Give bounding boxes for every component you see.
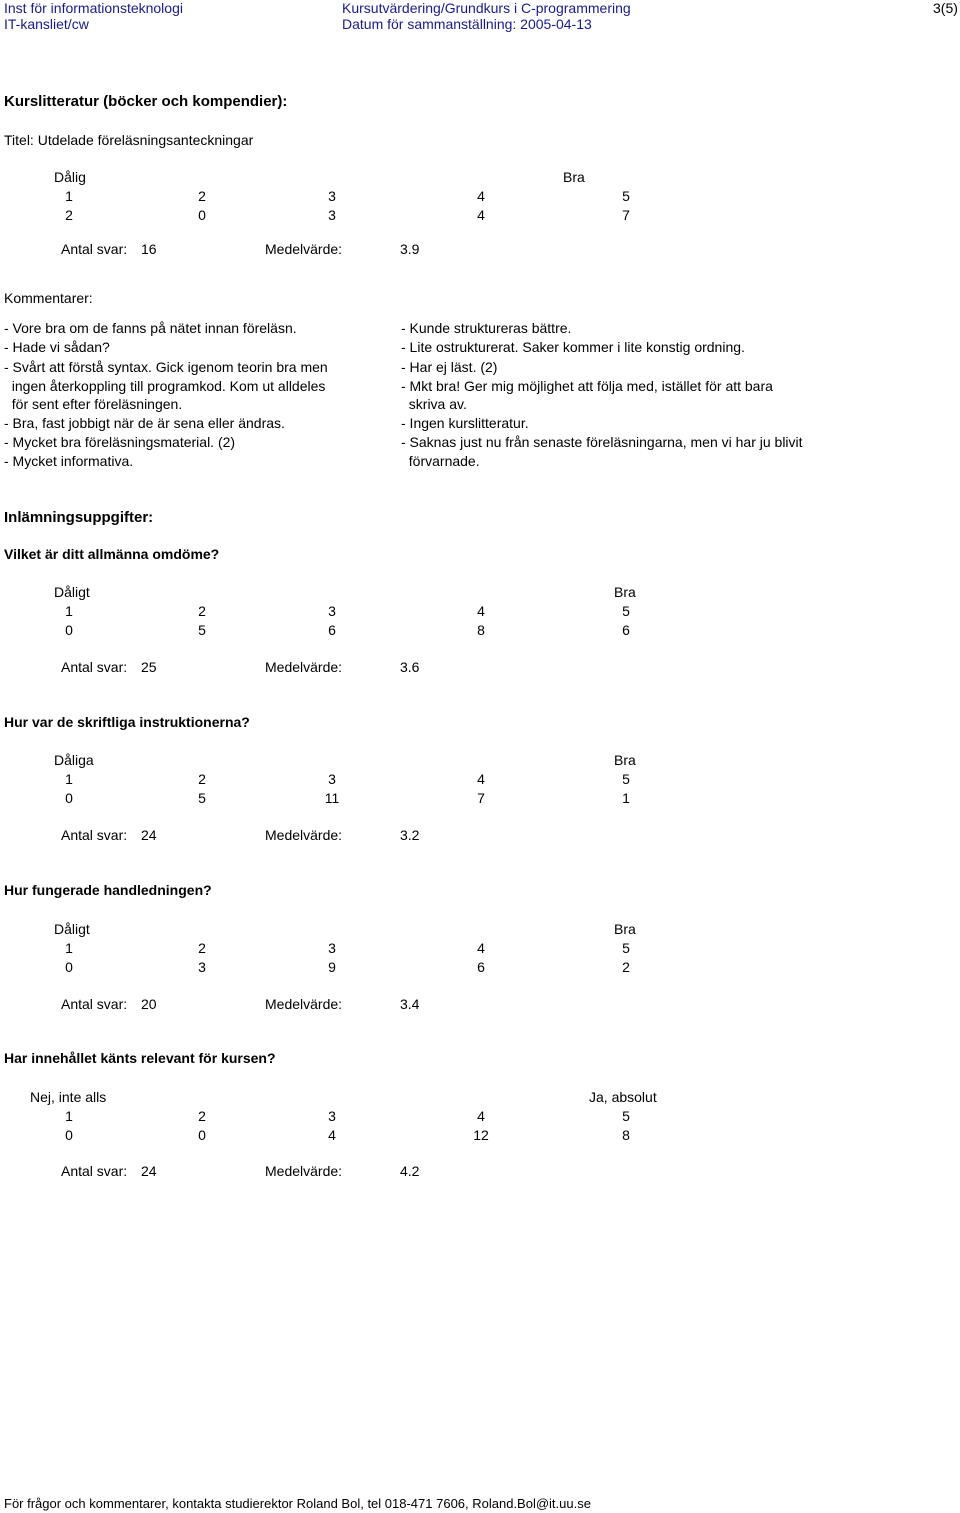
comment-line: skriva av. [401, 396, 467, 412]
count-value: 12 [473, 1127, 489, 1143]
comment-line: - Mycket bra föreläsningsmaterial. (2) [4, 434, 236, 450]
antal-svar-label: Antal svar: [61, 996, 128, 1012]
scale-value: 1 [65, 188, 73, 204]
medelvarde-label: Medelvärde: [265, 996, 343, 1012]
count-value: 1 [622, 790, 630, 806]
comment-line: - Svårt att förstå syntax. Gick igenom teorin bra men [4, 359, 328, 375]
scale-low-label: Dålig [54, 169, 86, 185]
count-value: 7 [622, 207, 630, 223]
scale-high-label: Ja, absolut [589, 1089, 657, 1105]
scale-value: 1 [65, 940, 73, 956]
scale-value: 5 [622, 603, 630, 619]
antal-svar-value: 25 [141, 659, 157, 675]
antal-svar-label: Antal svar: [61, 659, 128, 675]
count-value: 6 [622, 622, 630, 638]
literature-title: Titel: Utdelade föreläsningsanteckningar [4, 132, 254, 148]
count-value: 4 [477, 207, 485, 223]
header-course-title: Kursutvärdering/Grundkurs i C-programmering [342, 0, 631, 16]
antal-svar-label: Antal svar: [61, 1163, 128, 1179]
count-value: 7 [477, 790, 485, 806]
scale-value: 4 [477, 940, 485, 956]
footer-contact: För frågor och kommentarer, kontakta studierektor Roland Bol, tel 018-471 7606, Roland.Bol@it.uu.se [4, 1496, 591, 1511]
scale-value: 2 [198, 603, 206, 619]
comment-line: - Lite ostrukturerat. Saker kommer i lite konstig ordning. [401, 339, 745, 355]
count-value: 0 [65, 1127, 73, 1143]
scale-value: 2 [198, 940, 206, 956]
header-date: Datum för sammanställning: 2005-04-13 [342, 16, 592, 32]
scale-value: 3 [328, 1108, 336, 1124]
medelvarde-label: Medelvärde: [265, 241, 343, 257]
count-value: 5 [198, 790, 206, 806]
comment-line: ingen återkoppling till programkod. Kom ut alldeles [4, 378, 326, 394]
count-value: 11 [324, 790, 340, 806]
scale-low-label: Dåligt [54, 584, 90, 600]
scale-value: 3 [328, 188, 336, 204]
comment-line: - Vore bra om de fanns på nätet innan föreläsn. [4, 320, 297, 336]
question-text: Hur var de skriftliga instruktionerna? [4, 714, 250, 730]
scale-high-label: Bra [614, 921, 636, 937]
question-text: Har innehållet känts relevant för kursen? [4, 1050, 276, 1066]
medelvarde-value: 3.4 [400, 996, 420, 1012]
count-value: 4 [328, 1127, 336, 1143]
comment-line: - Mycket informativa. [4, 453, 134, 469]
scale-high-label: Bra [563, 169, 585, 185]
scale-value: 4 [477, 1108, 485, 1124]
antal-svar-label: Antal svar: [61, 827, 128, 843]
comment-line: - Saknas just nu från senaste föreläsningarna, men vi har ju blivit [401, 434, 803, 450]
medelvarde-label: Medelvärde: [265, 1163, 343, 1179]
medelvarde-value: 4.2 [400, 1163, 420, 1179]
medelvarde-label: Medelvärde: [265, 659, 343, 675]
antal-svar-value: 24 [141, 827, 157, 843]
scale-value: 5 [622, 940, 630, 956]
count-value: 0 [65, 622, 73, 638]
count-value: 0 [65, 790, 73, 806]
header-office: IT-kansliet/cw [4, 16, 89, 32]
count-value: 6 [328, 622, 336, 638]
comment-line: - Kunde struktureras bättre. [401, 320, 572, 336]
scale-low-label: Dåliga [54, 752, 94, 768]
scale-value: 3 [328, 940, 336, 956]
count-value: 8 [622, 1127, 630, 1143]
scale-value: 3 [328, 771, 336, 787]
scale-low-label: Dåligt [54, 921, 90, 937]
comment-line: - Ingen kurslitteratur. [401, 415, 529, 431]
section-heading-literature: Kurslitteratur (böcker och kompendier): [4, 93, 288, 110]
scale-value: 1 [65, 771, 73, 787]
scale-high-label: Bra [614, 584, 636, 600]
comment-line: förvarnade. [401, 453, 480, 469]
comment-line: - Har ej läst. (2) [401, 359, 498, 375]
comment-line: - Mkt bra! Ger mig möjlighet att följa med, istället för att bara [401, 378, 773, 394]
count-value: 0 [198, 207, 206, 223]
count-value: 3 [198, 959, 206, 975]
count-value: 3 [328, 207, 336, 223]
comments-label: Kommentarer: [4, 290, 93, 306]
header-page-number: 3(5) [933, 0, 958, 16]
count-value: 5 [198, 622, 206, 638]
scale-value: 1 [65, 1108, 73, 1124]
comment-line: - Bra, fast jobbigt när de är sena eller ändras. [4, 415, 285, 431]
antal-svar-value: 16 [141, 241, 157, 257]
medelvarde-label: Medelvärde: [265, 827, 343, 843]
section-heading-assignments: Inlämningsuppgifter: [4, 509, 154, 526]
scale-value: 2 [198, 1108, 206, 1124]
scale-value: 5 [622, 771, 630, 787]
scale-value: 1 [65, 603, 73, 619]
count-value: 2 [622, 959, 630, 975]
scale-value: 4 [477, 771, 485, 787]
scale-high-label: Bra [614, 752, 636, 768]
count-value: 0 [65, 959, 73, 975]
scale-value: 3 [328, 603, 336, 619]
scale-value: 4 [477, 603, 485, 619]
scale-value: 2 [198, 771, 206, 787]
medelvarde-value: 3.9 [400, 241, 420, 257]
count-value: 6 [477, 959, 485, 975]
scale-value: 4 [477, 188, 485, 204]
antal-svar-label: Antal svar: [61, 241, 128, 257]
question-text: Vilket är ditt allmänna omdöme? [4, 546, 220, 562]
count-value: 2 [65, 207, 73, 223]
medelvarde-value: 3.2 [400, 827, 420, 843]
scale-value: 5 [622, 1108, 630, 1124]
scale-low-label: Nej, inte alls [30, 1089, 107, 1105]
scale-value: 2 [198, 188, 206, 204]
medelvarde-value: 3.6 [400, 659, 420, 675]
header-institution: Inst för informationsteknologi [4, 0, 183, 16]
antal-svar-value: 24 [141, 1163, 157, 1179]
count-value: 9 [328, 959, 336, 975]
comment-line: - Hade vi sådan? [4, 339, 110, 355]
count-value: 8 [477, 622, 485, 638]
question-text: Hur fungerade handledningen? [4, 882, 212, 898]
comment-line: för sent efter föreläsningen. [4, 396, 183, 412]
antal-svar-value: 20 [141, 996, 157, 1012]
scale-value: 5 [622, 188, 630, 204]
count-value: 0 [198, 1127, 206, 1143]
